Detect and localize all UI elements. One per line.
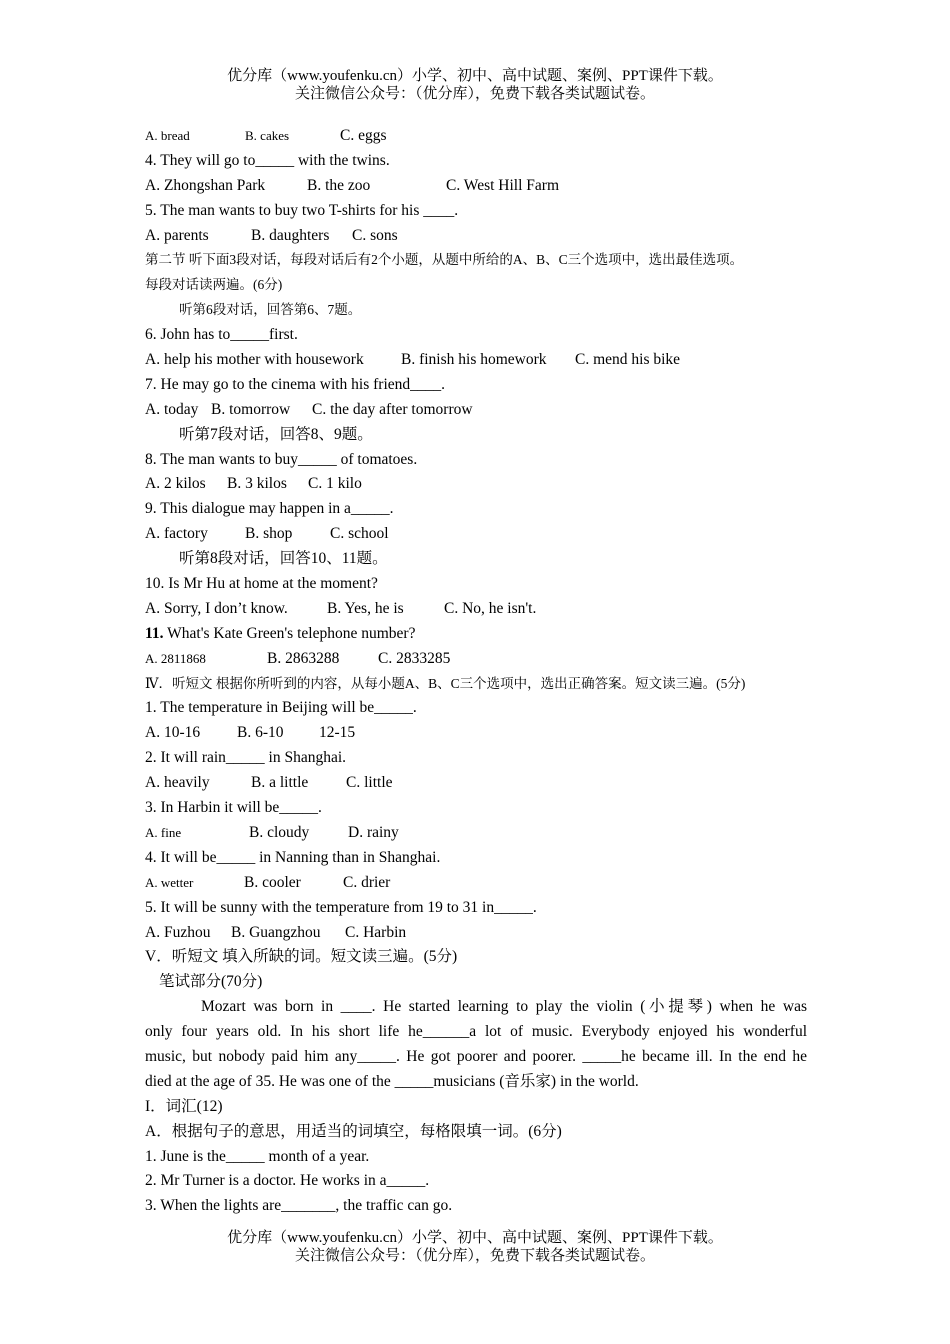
option: A. Sorry, I don’t know.: [145, 599, 288, 617]
option: B. 3 kilos: [227, 475, 287, 493]
option: C. mend his bike: [575, 351, 681, 369]
q9-options: [145, 522, 807, 547]
section-2-intro-2: 每段对话读两遍。(6分): [145, 277, 283, 293]
question-11: [145, 622, 807, 647]
question-text: What's Kate Green's telephone number?: [163, 624, 416, 642]
s4-q3-options: [145, 821, 807, 846]
q5-options: [145, 224, 807, 249]
dialogue-6-label: 听第6段对话，回答第6、7题。: [179, 302, 362, 318]
option: B. the zoo: [307, 176, 371, 194]
exam-content: [145, 124, 807, 1219]
s4-question-5: 5. It will be sunny with the temperature from 19 to 31 in_____.: [145, 898, 537, 916]
option: A. 2 kilos: [145, 475, 206, 493]
page-header: [0, 67, 950, 103]
question-10: 10. Is Mr Hu at home at the moment?: [145, 575, 378, 593]
section-5-intro: V．听短文 填入所缺的词。短文读三遍。(5分): [145, 948, 458, 966]
option: B. a little: [251, 774, 309, 792]
vocab-title: I．词汇(12): [145, 1097, 223, 1115]
option: B. Yes, he is: [327, 599, 404, 617]
q3-options: [145, 124, 807, 149]
footer-line-1: 优分库（www.youfenku.cn）小学、初中、高中试题、案例、PPT课件下载。: [227, 1230, 723, 1246]
vocab-question-3: 3. When the lights are_______, the traffic can go.: [145, 1197, 453, 1215]
question-5: 5. The man wants to buy two T-shirts for his ____.: [145, 201, 459, 219]
option: A. wetter: [145, 874, 194, 890]
option: C. drier: [343, 873, 391, 891]
header-line-1: 优分库（www.youfenku.cn）小学、初中、高中试题、案例、PPT课件下载。: [227, 68, 723, 84]
option: B. daughters: [251, 226, 330, 244]
written-part-title: 笔试部分(70分): [159, 973, 263, 991]
option: C. little: [346, 774, 393, 792]
option: B. 2863288: [267, 649, 340, 667]
question-number: 11.: [145, 624, 164, 642]
option: C. 1 kilo: [308, 475, 362, 493]
passage-line-4: died at the age of 35. He was one of the _____musicians (音乐家) in the world.: [145, 1072, 639, 1090]
option: A. Fuzhou: [145, 923, 211, 941]
option: A. today: [145, 400, 199, 418]
s4-question-1: 1. The temperature in Beijing will be_____.: [145, 699, 417, 717]
option: B. finish his homework: [401, 351, 547, 369]
footer-line-2: 关注微信公众号：（优分库），免费下载各类试题试卷。: [294, 1248, 655, 1264]
option: A. fine: [145, 824, 182, 840]
s4-question-3: 3. In Harbin it will be_____.: [145, 799, 322, 817]
option: D. rainy: [348, 823, 399, 841]
q4-options: [145, 174, 807, 199]
q10-options: [145, 597, 807, 622]
option: A. Zhongshan Park: [145, 176, 266, 194]
q6-options: [145, 348, 807, 373]
q8-options: [145, 472, 807, 497]
option: B. 6-10: [237, 724, 284, 742]
q7-options: [145, 398, 807, 423]
option: C. the day after tomorrow: [312, 400, 473, 418]
option: A. 10-16: [145, 724, 201, 742]
option: C. school: [330, 525, 389, 543]
s4-q5-options: [145, 921, 807, 946]
passage-line-2: only four years old. In his short life he______a lot of music. Everybody enjoyed his wonderful: [145, 1023, 807, 1041]
s4-q2-options: [145, 771, 807, 796]
question-4: 4. They will go to_____ with the twins.: [145, 151, 390, 169]
option: B. cakes: [245, 128, 290, 143]
header-line-2: 关注微信公众号：（优分库），免费下载各类试题试卷。: [294, 86, 655, 102]
option: B. cooler: [244, 873, 301, 891]
question-7: 7. He may go to the cinema with his friend____.: [145, 375, 446, 393]
option: A. 2811868: [145, 650, 206, 666]
option: C. sons: [352, 226, 398, 244]
vocab-question-2: 2. Mr Turner is a doctor. He works in a_____.: [145, 1172, 430, 1190]
option: B. Guangzhou: [231, 923, 321, 941]
q11-options: [145, 647, 807, 672]
section-4-intro: Ⅳ．听短文 根据你所听到的内容，从每小题A、B、C三个选项中，选出正确答案。短文读三遍。(5分): [145, 675, 746, 691]
option: A. help his mother with housework: [145, 351, 364, 369]
option: A. factory: [145, 525, 208, 543]
question-6: 6. John has to_____first.: [145, 326, 298, 344]
passage-line-1: Mozart was born in ____. He started learning to play the violin (小提琴) when he was: [201, 998, 807, 1016]
vocab-question-1: 1. June is the_____ month of a year.: [145, 1147, 370, 1165]
s4-question-2: 2. It will rain_____ in Shanghai.: [145, 749, 347, 767]
option: A. parents: [145, 226, 209, 244]
s4-question-4: 4. It will be_____ in Nanning than in Shanghai.: [145, 848, 441, 866]
option: A. bread: [145, 128, 190, 143]
option: B. tomorrow: [211, 400, 291, 418]
option: B. shop: [245, 525, 293, 543]
vocab-a-intro: A．根据句子的意思，用适当的词填空，每格限填一词。(6分): [145, 1122, 562, 1140]
option: C. West Hill Farm: [446, 176, 559, 194]
section-2-intro: 第二节 听下面3段对话，每段对话后有2个小题，从题中所给的A、B、C三个选项中，选出最佳选项。: [145, 252, 744, 268]
option: B. cloudy: [249, 823, 310, 841]
passage-line-3: music, but nobody paid him any_____. He got poorer and poorer. _____he became ill. In the end he: [145, 1047, 807, 1065]
question-9: 9. This dialogue may happen in a_____.: [145, 500, 394, 518]
s4-q1-options: [145, 721, 807, 746]
dialogue-8-label: 听第8段对话，回答10、11题。: [179, 550, 388, 568]
option: C. No, he isn't.: [444, 599, 537, 617]
page-footer: [0, 1229, 950, 1265]
option: 12-15: [319, 724, 356, 742]
s4-q4-options: [145, 871, 807, 896]
option: A. heavily: [145, 774, 210, 792]
option: C. Harbin: [345, 923, 407, 941]
option: C. eggs: [340, 127, 387, 144]
question-8: 8. The man wants to buy_____ of tomatoes.: [145, 450, 418, 468]
option: C. 2833285: [378, 649, 451, 667]
dialogue-7-label: 听第7段对话，回答8、9题。: [179, 425, 373, 443]
